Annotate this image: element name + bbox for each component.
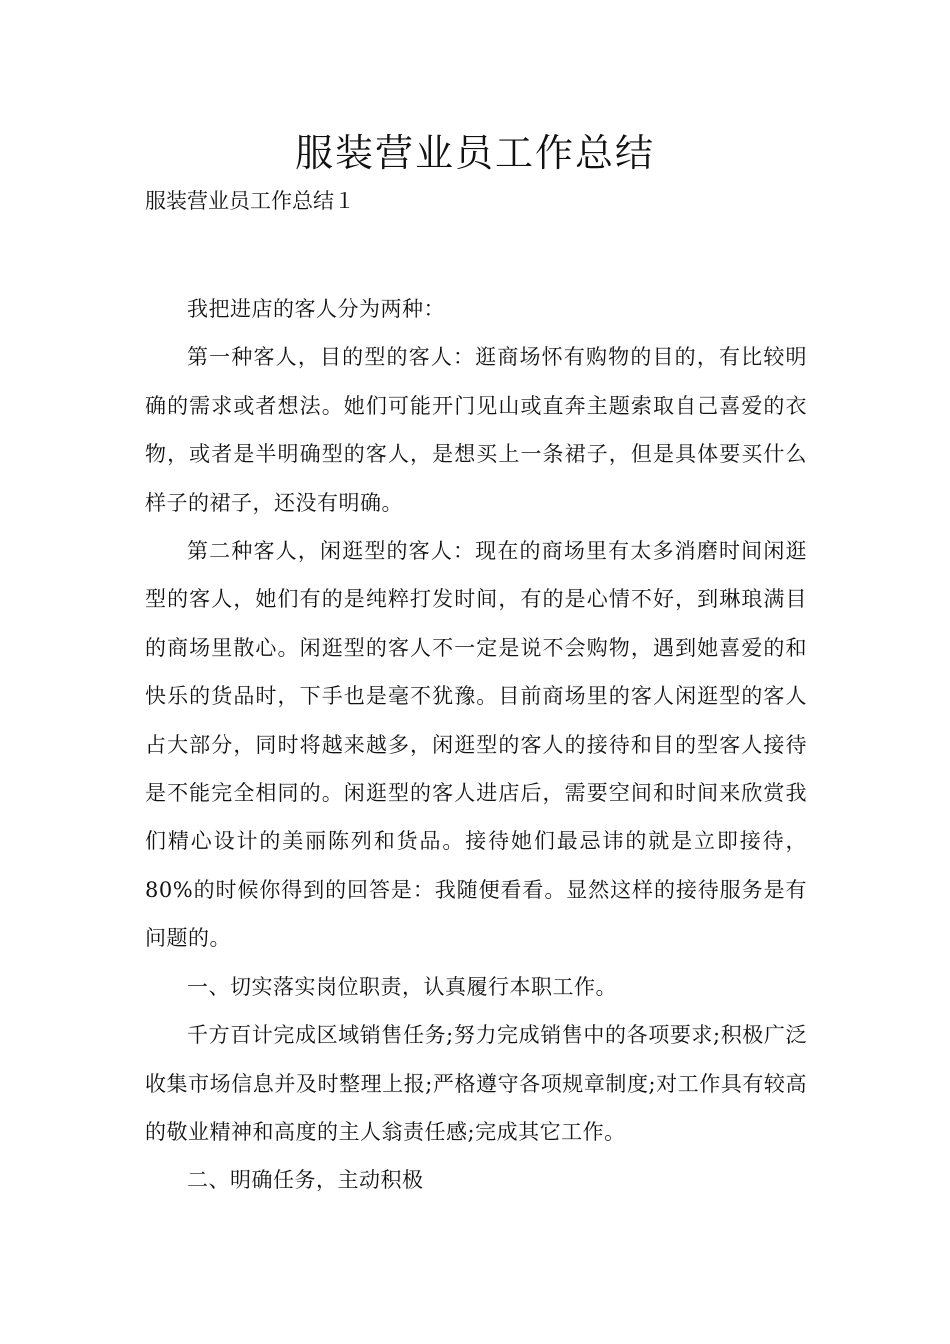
paragraph-intro: 我把进店的客人分为两种： bbox=[187, 297, 445, 321]
paragraph-first-customer-type: 第一种客人，目的型的客人：逛商场怀有购物的目的，有比较明确的需求或者想法。她们可能开门见山或直奔主题索取自己喜爱的衣物，或者是半明确型的客人，是想买上一条裙子，但是具体要买什么样子的裙子，还没有明确。 bbox=[145, 345, 807, 515]
section-heading-one: 一、切实落实岗位职责，认真履行本职工作。 bbox=[187, 974, 617, 999]
document-subtitle: 服装营业员工作总结１ bbox=[145, 189, 355, 213]
section-heading-two: 二、明确任务，主动积极 bbox=[187, 1168, 424, 1193]
document-title: 服装营业员工作总结 bbox=[294, 131, 655, 175]
document-body bbox=[145, 285, 807, 1205]
paragraph-second-customer-type: 第二种客人，闲逛型的客人：现在的商场里有太多消磨时间闲逛型的客人，她们有的是纯粹打发时间，有的是心情不好，到琳琅满目的商场里散心。闲逛型的客人不一定是说不会购物，遇到她喜爱的和快乐的货品时，下手也是毫不犹豫。目前商场里的客人闲逛型的客人占大部分，同时将越来越多，闲逛型的客人的接待和目的型客人接待是不能完全相同的。闲逛型的客人进店后，需要空间和时间来欣赏我们精心设计的美丽陈列和货品。接待她们最忌讳的就是立即接待，80%的时候你得到的回答是：我随便看看。显然这样的接待服务是有问题的。 bbox=[145, 539, 807, 951]
paragraph-duties: 千方百计完成区域销售任务;努力完成销售中的各项要求;积极广泛收集市场信息并及时整理上报;严格遵守各项规章制度;对工作具有较高的敬业精神和高度的主人翁责任感;完成其它工作。 bbox=[145, 1023, 807, 1144]
